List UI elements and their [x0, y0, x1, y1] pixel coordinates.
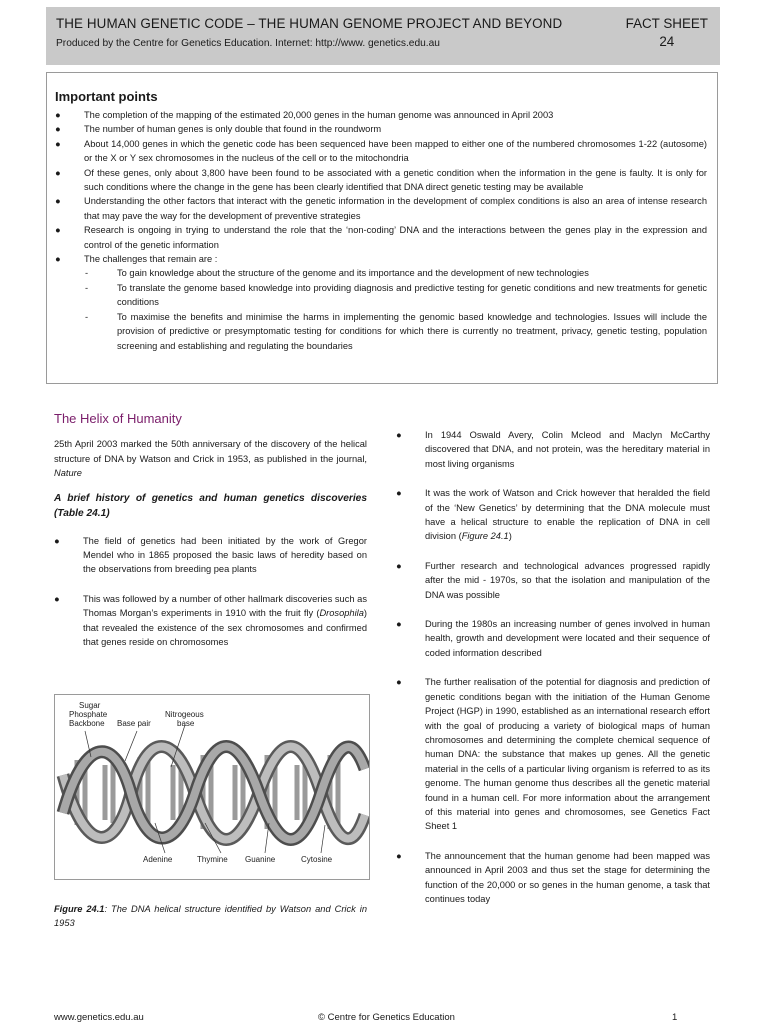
figure-reference: Figure 24.1 — [461, 531, 509, 542]
footer-copyright: © Centre for Genetics Education — [318, 1012, 455, 1023]
bullet-icon: ● — [55, 124, 61, 135]
species-name: Drosophila — [319, 608, 364, 619]
figure-caption — [54, 902, 367, 930]
base-label: base — [177, 719, 195, 728]
list-item — [55, 194, 707, 223]
bullet-icon: ● — [55, 167, 61, 178]
base-pair-label: Base pair — [117, 719, 151, 728]
bullet-icon: ● — [396, 560, 402, 571]
important-points-heading: Important points — [55, 89, 158, 104]
bullet-icon: ● — [54, 535, 60, 546]
challenge-text: To maximise the benefits and minimise the harms in implementing the genomic based knowledge and technologies. Issues will include the provision of predictive or presymptomatic testing for conditions for which there is currently no treatment, privacy, genetic testing, population screening and establishing and regulating the boundaries — [117, 311, 707, 351]
bullet-icon: ● — [55, 110, 61, 120]
helix-heading: The Helix of Humanity — [54, 411, 182, 426]
bullet-icon: ● — [396, 677, 402, 688]
caption-text: : The DNA helical structure identified by Watson and Crick in 1953 — [54, 904, 367, 928]
list-item-text: This was followed by a number of other hallmark discoveries such as Thomas Morgan’s experiments in 1910 with the fruit fly ( — [83, 593, 367, 619]
dash-icon: - — [85, 282, 89, 293]
list-item-text: During the 1980s an increasing number of genes involved in human health, growth and development were located and their sequence of coded information described — [425, 619, 710, 658]
challenge-item — [55, 266, 707, 280]
thymine-label: Thymine — [197, 855, 228, 864]
list-item — [54, 592, 367, 650]
list-item-text: Research is ongoing in trying to understand the role that the ‘non-coding’ DNA and the interactions between the genes play in the expression and control of the genetic information — [84, 225, 707, 250]
bullet-icon: ● — [55, 225, 61, 236]
list-item — [396, 675, 710, 833]
list-item — [55, 223, 707, 252]
fact-sheet-badge — [626, 16, 708, 49]
fact-sheet-label: FACT SHEET — [625, 16, 708, 31]
intro-text: 25th April 2003 marked the 50th anniversary of the discovery of the helical structure of DNA by Watson and Crick in 1953, as published in the journal, — [54, 439, 367, 464]
list-item-text: ) — [508, 531, 512, 542]
journal-name: Nature — [54, 468, 82, 479]
list-item — [396, 617, 710, 660]
list-item-text: In 1944 Oswald Avery, Colin Mcleod and Maclyn McCarthy discovered that DNA, and not protein, was the hereditary material in most living organisms — [425, 430, 710, 469]
list-item-text: The challenges that remain are : — [84, 254, 218, 265]
dash-icon: - — [85, 311, 89, 322]
list-item-text: The completion of the mapping of the estimated 20,000 genes in the human genome was announced in April 2003 — [84, 110, 554, 120]
footer-website[interactable]: www.genetics.edu.au — [54, 1012, 144, 1023]
list-item-text: About 14,000 genes in which the genetic code has been sequenced have been mapped to either one of the numbered chromosomes 1-22 (autosome) or the X or Y sex chromosomes in the nucleus of the cell or to the mitochondria — [84, 138, 707, 164]
list-item — [55, 252, 707, 266]
backbone-label: Backbone — [69, 719, 105, 728]
document-subtitle: Produced by the Centre for Genetics Education. Internet: http://www. genetics.edu.au — [56, 38, 440, 49]
cytosine-label: Cytosine — [301, 855, 333, 864]
list-item-text: The further realisation of the potential for diagnosis and prediction of genetic conditions began with the initiation of the Human Genome Project (HGP) in 1990, established as an international research effort with the goal of producing a variety of biological maps of human chromosomes and determining the complete chemical sequence of human DNA: the substance that makes up genes. All the genetic material in the cells of a particular living organism is referred to as its genome. The human genome thus describes all the genetic material found in a human cell. For more information about the arrangement of this material into genes and chromosomes, see Genetics Fact Sheet 1 — [425, 677, 710, 832]
page-header — [46, 7, 720, 65]
helix-intro — [54, 437, 367, 480]
guanine-label: Guanine — [245, 855, 276, 864]
challenge-text: To gain knowledge about the structure of the genome and its importance and the development of new technologies — [117, 268, 589, 279]
bullet-icon: ● — [55, 254, 61, 265]
list-item-text: ) that revealed the existence of the sex chromosomes and confirmed that genes reside on chromosomes — [83, 608, 367, 648]
bullet-icon: ● — [54, 593, 60, 604]
fact-sheet-number: 24 — [659, 34, 675, 49]
adenine-label: Adenine — [143, 855, 173, 864]
right-column — [396, 428, 710, 921]
list-item — [396, 428, 710, 471]
challenge-text: To translate the genome based knowledge into providing diagnosis and predictive testing for genetic conditions and new treatments for genetic conditions — [117, 282, 707, 308]
list-item — [396, 486, 710, 544]
list-item-text: The field of genetics had been initiated by the work of Gregor Mendel who in 1865 proposed the basic laws of heredity based on the observations from breeding pea plants — [83, 535, 367, 575]
caption-label: Figure 24.1 — [54, 904, 105, 914]
challenge-item — [55, 281, 707, 310]
list-item-text: It was the work of Watson and Crick however that heralded the field of the ‘New Genetics’ by determining that the DNA molecule must have a helical structure to enable the replication of DNA in cell division ( — [425, 488, 710, 542]
list-item — [55, 166, 707, 195]
list-item-text: Understanding the other factors that interact with the genetic information in the development of complex conditions is also an area of intense research that may pave the way for the development of preventive strategies — [84, 196, 707, 221]
left-column — [54, 412, 367, 664]
bullet-icon: ● — [55, 196, 61, 207]
dna-figure — [54, 694, 370, 880]
list-item — [396, 849, 710, 907]
document-title: THE HUMAN GENETIC CODE – THE HUMAN GENOME PROJECT AND BEYOND — [56, 16, 563, 31]
bullet-icon: ● — [396, 850, 402, 861]
page-number: 1 — [672, 1012, 678, 1023]
important-points-box — [46, 72, 718, 384]
bullet-icon: ● — [396, 488, 402, 499]
sugar-label: Sugar — [79, 701, 101, 710]
list-item-text: Further research and technological advances progressed rapidly after the mid - 1970s, so that the isolation and manipulation of the DNA was possible — [425, 560, 710, 600]
bullet-icon: ● — [396, 619, 402, 630]
list-item — [55, 137, 707, 166]
list-item — [55, 108, 707, 122]
phosphate-label: Phosphate — [69, 710, 108, 719]
list-item — [55, 122, 707, 136]
list-item — [54, 534, 367, 577]
list-item-text: The announcement that the human genome had been mapped was announced in April 2003 and thus set the stage for determining the function of the 20,000 or so genes in the human genome, a task that continues today — [425, 850, 710, 904]
challenge-item — [55, 310, 707, 353]
history-subheading: A brief history of genetics and human genetics discoveries (Table 24.1) — [54, 492, 367, 519]
list-item — [396, 559, 710, 602]
nitrogeous-label: Nitrogeous — [165, 710, 204, 719]
dash-icon: - — [85, 268, 89, 279]
bullet-icon: ● — [396, 430, 402, 440]
list-item-text: The number of human genes is only double that found in the roundworm — [84, 124, 382, 135]
bullet-icon: ● — [55, 138, 61, 149]
important-points-list — [55, 108, 707, 353]
list-item-text: Of these genes, only about 3,800 have been found to be associated with a genetic condition when the information in the gene is faulty. It is only for such conditions where the change in the gene has been clearly identified that DNA direct genetic testing may be available — [84, 167, 707, 193]
